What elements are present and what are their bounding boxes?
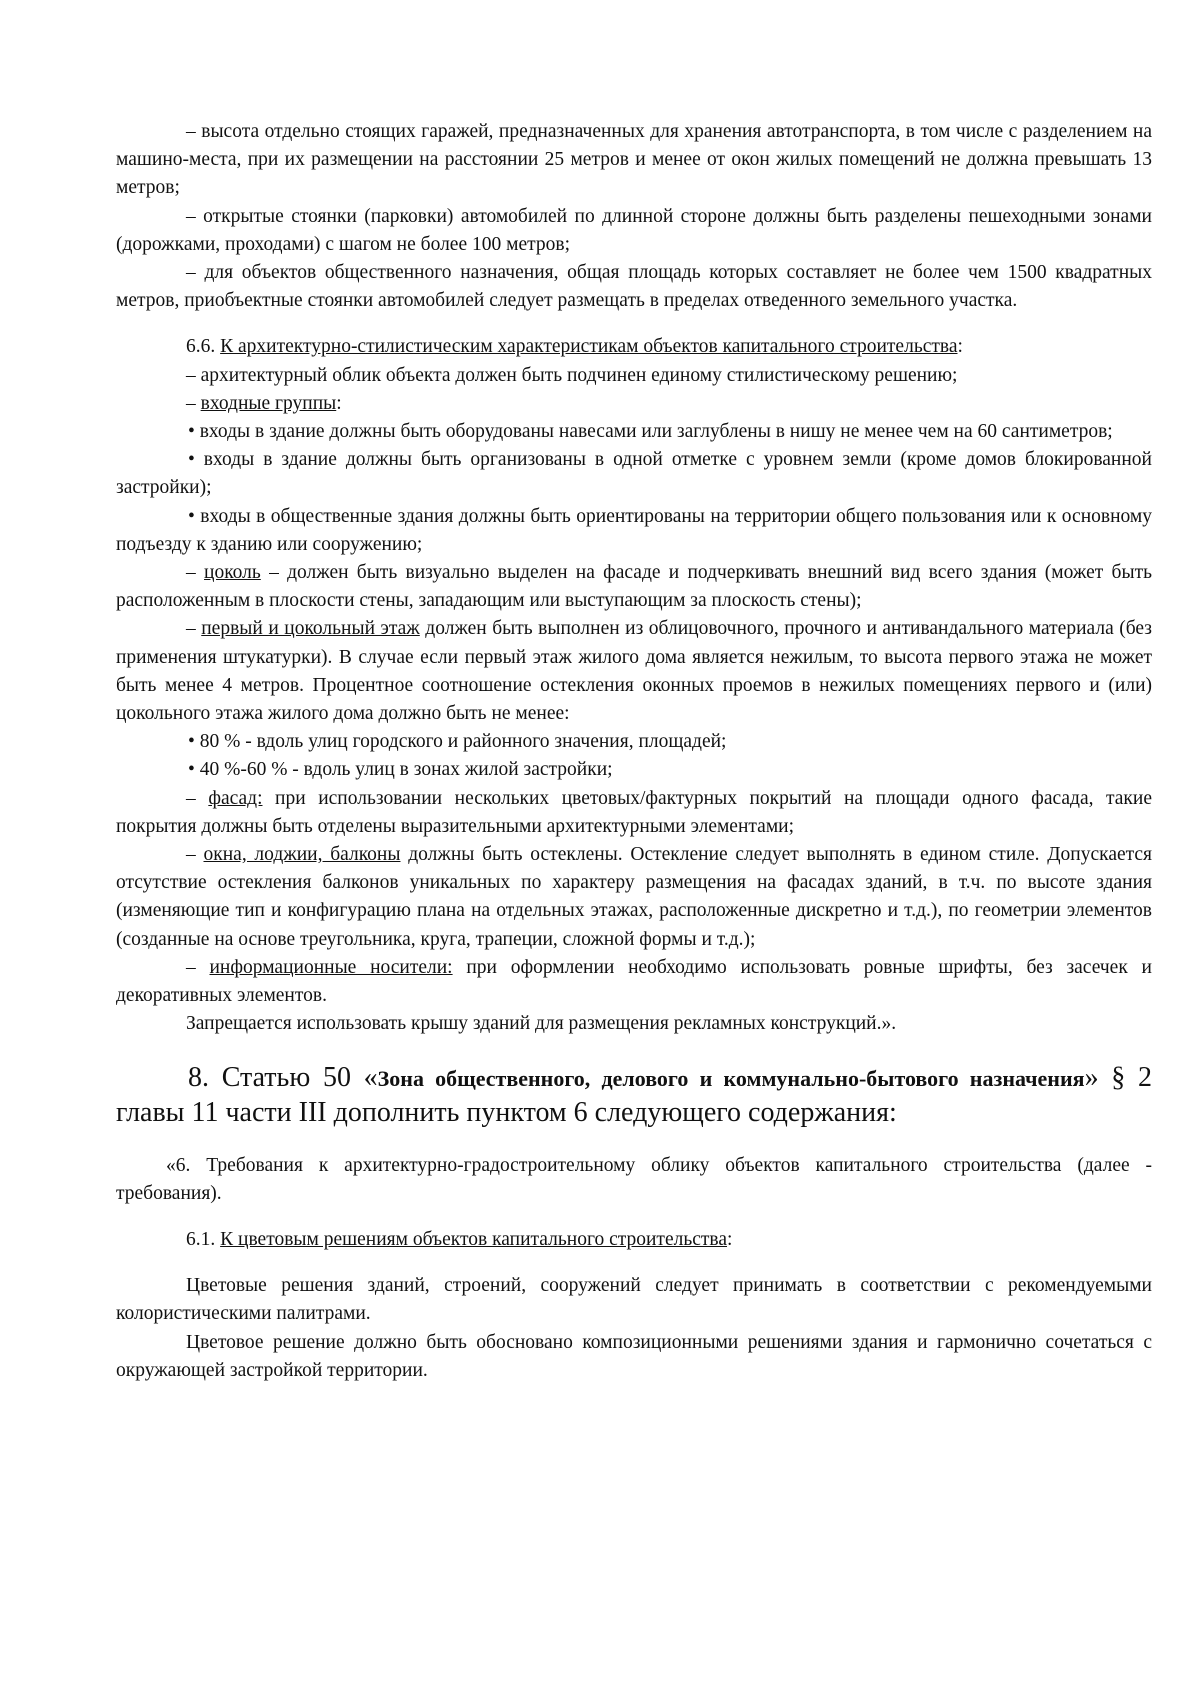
bullet-glazing-80: • 80 % - вдоль улиц городского и районного значения, площадей; — [188, 731, 727, 753]
paragraph-entrance-groups — [116, 390, 1152, 418]
section-title-colon: : — [957, 336, 963, 358]
term-facade: фасад: — [208, 787, 263, 809]
section-title-underlined: К архитектурно-стилистическим характеристикам объектов капитального строительства — [220, 336, 958, 358]
term-info-carriers: информационные носители: — [209, 956, 453, 978]
paragraph-color-composition: Цветовое решение должно быть обосновано композиционными решениями здания и гармонично сочетаться с окружающей застройкой территории. — [116, 1331, 1152, 1381]
article-50-heading — [116, 1061, 1152, 1130]
paragraph-first-floor-text: должен быть выполнен из облицовочного, прочного и антивандального материала (без применения штукатурки). В случае если первый этаж жилого дома является нежилым, то высота первого этажа не может быть менее 4 метров. Процентное соотношение остекления оконных проемов в нежилых помещениях первого и (или) цокольного этажа жилого дома должно быть не менее: — [116, 618, 1152, 725]
bullet-glazing-40-60: • 40 %-60 % - вдоль улиц в зонах жилой застройки; — [188, 759, 613, 781]
paragraph-plinth — [116, 559, 1152, 615]
dash: – — [186, 392, 201, 414]
paragraph-color-palettes: Цветовые решения зданий, строений, сооружений следует принимать в соответствии с рекомендуемыми колористическими палитрами. — [116, 1275, 1152, 1325]
paragraph-facade — [116, 785, 1152, 841]
dash: – — [186, 844, 204, 866]
paragraph-plinth-text: – должен быть визуально выделен на фасаде и подчеркивать внешний вид всего здания (может быть расположенным в плоскости стены, западающим или выступающим за плоскость стены); — [116, 562, 1152, 612]
paragraph-public-objects-parking: – для объектов общественного назначения, общая площадь которых составляет не более чем 1500 квадратных метров, приобъектные стоянки автомобилей следует размещать в пределах отведенного земельного участка. — [116, 262, 1152, 312]
paragraph-architectural-look: – архитектурный облик объекта должен быть подчинен единому стилистическому решению; — [186, 364, 958, 386]
document-page — [116, 118, 1152, 1385]
heading-start: 8. Статью 50 « — [188, 1061, 378, 1093]
bullet-entrance-canopies: • входы в здание должны быть оборудованы навесами или заглублены в нишу не менее чем на 60 сантиметров; — [188, 421, 1113, 443]
dash: – — [186, 562, 205, 584]
paragraph-roof-ads-ban: Запрещается использовать крышу зданий для размещения рекламных конструкций.». — [186, 1013, 897, 1035]
dash: – — [186, 618, 202, 640]
colon: : — [336, 392, 342, 414]
bullet-entrance-orientation: • входы в общественные здания должны быть ориентированы на территории общего пользования или к основному подъезду к зданию или сооружению; — [116, 505, 1152, 555]
dash: – — [186, 956, 210, 978]
term-entrance-groups: входные группы — [200, 392, 337, 414]
paragraph-info-carriers — [116, 954, 1152, 1010]
dash: – — [186, 787, 209, 809]
heading-end: » § 2 главы 11 части III дополнить пунктом 6 следующего содержания: — [116, 1061, 1152, 1128]
heading-zone-bold: Зона общественного, делового и коммунально-бытового назначения — [377, 1065, 1085, 1091]
paragraph-facade-text: при использовании нескольких цветовых/фактурных покрытий на площади одного фасада, такие покрытия должны быть отделены выразительными архитектурными элементами; — [116, 787, 1153, 837]
section-title-colon: : — [727, 1228, 733, 1250]
paragraph-windows-balconies — [116, 841, 1152, 954]
paragraph-parking-zones: – открытые стоянки (парковки) автомобилей по длинной стороне должны быть разделены пешеходными зонами (дорожками, проходами) с шагом не более 100 метров; — [116, 205, 1152, 255]
term-plinth: цоколь — [204, 562, 261, 584]
section-number: 6.1. — [186, 1228, 221, 1250]
section-6-6-title — [116, 333, 1152, 361]
section-number: 6.6. — [186, 336, 221, 358]
section-6-1-title — [116, 1226, 1152, 1254]
paragraph-info-text: при оформлении необходимо использовать ровные шрифты, без засечек и декоративных элементов. — [116, 956, 1152, 1007]
bullet-entrance-ground-level: • входы в здание должны быть организованы в одной отметке с уровнем земли (кроме домов блокированной застройки); — [116, 449, 1152, 499]
term-windows-balconies: окна, лоджии, балконы — [203, 844, 401, 866]
paragraph-windows-text: должны быть остеклены. Остекление следует выполнять в едином стиле. Допускается отсутствие остекления балконов уникальных по характеру размещения на фасадах зданий, в т.ч. по высоте здания (изменяющие тип и конфигурацию плана на отдельных этажах, расположенные дискретно и т.д.), по геометрии элементов (созданные на основе треугольника, круга, трапеции, сложной формы и т.д.); — [116, 844, 1153, 950]
paragraph-requirements-6: «6. Требования к архитектурно-градостроительному облику объектов капитального строительства (далее - требования). — [116, 1154, 1152, 1204]
section-title-underlined: К цветовым решениям объектов капитального строительства — [220, 1228, 728, 1250]
paragraph-first-floor — [116, 615, 1152, 728]
paragraph-garage-height: – высота отдельно стоящих гаражей, предназначенных для хранения автотранспорта, в том числе с разделением на машино-места, при их размещении на расстоянии 25 метров и менее от окон жилых помещений не должна превышать 13 метров; — [116, 121, 1152, 199]
term-first-floor: первый и цокольный этаж — [201, 618, 420, 640]
